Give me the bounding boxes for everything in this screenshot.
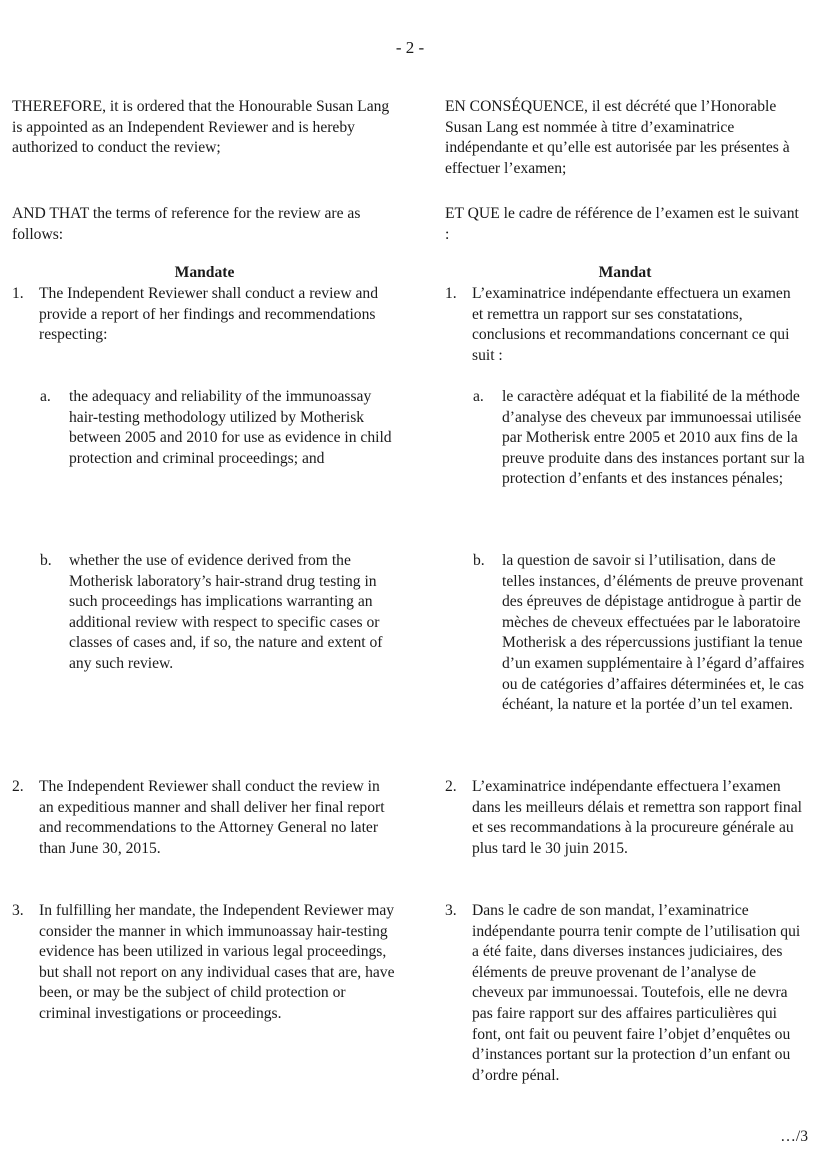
subitem-letter: b. <box>473 552 485 569</box>
page-number: - 2 - <box>395 38 425 57</box>
english-column <box>12 0 397 1169</box>
english-therefore-clause: THEREFORE, it is ordered that the Honourable Susan Lang is appointed as an Independent Reviewer and is hereby authorized to conduct the review; <box>12 98 390 157</box>
subitem-text: le caractère adéquat et la fiabilité de la méthode d’analyse des cheveux par immunoessai utilisée par Motherisk entre 2005 et 2010 aux fins de la preuve produite dans des instances portant sur la protection d’enfants et des instances pénales; <box>502 388 805 488</box>
english-item-2 <box>12 777 397 859</box>
english-mandate-heading: Mandate <box>174 264 235 281</box>
french-item-3 <box>445 901 805 1086</box>
item-number: 3. <box>445 902 457 919</box>
item-text: The Independent Reviewer shall conduct the review in an expeditious manner and shall deliver her final report and recommendations to the Attorney General no later than June 30, 2015. <box>39 778 385 857</box>
english-subitem-b <box>40 551 397 675</box>
subitem-letter: a. <box>473 388 484 405</box>
french-subitem-b <box>473 551 805 716</box>
english-item-3 <box>12 901 397 1025</box>
french-subitem-a <box>473 387 805 490</box>
item-text: L’examinatrice indépendante effectuera un examen et remettra un rapport sur ses constatations, conclusions et recommandations concernant ce qui suit : <box>472 285 791 364</box>
french-item-2 <box>445 777 805 859</box>
subitem-text: whether the use of evidence derived from the Motherisk laboratory’s hair-strand drug testing in such proceedings has implications warranting an additional review with respect to specific cases or classes of cases and, if so, the nature and extent of any such review. <box>69 552 383 672</box>
page-continuation-marker: …/3 <box>780 1128 808 1145</box>
english-item-1 <box>12 284 397 346</box>
french-terms-intro: ET QUE le cadre de référence de l’examen est le suivant : <box>445 205 799 243</box>
english-subitem-a <box>40 387 397 469</box>
french-mandate-heading: Mandat <box>598 264 652 281</box>
english-terms-intro: AND THAT the terms of reference for the review are as follows: <box>12 205 361 243</box>
subitem-text: the adequacy and reliability of the immunoassay hair-testing methodology utilized by Motherisk between 2005 and 2010 for use as evidence in child protection and criminal proceedings; and <box>69 388 392 467</box>
item-text: The Independent Reviewer shall conduct a review and provide a report of her findings and recommendations respecting: <box>39 285 379 344</box>
item-number: 1. <box>445 285 457 302</box>
item-number: 2. <box>12 778 24 795</box>
subitem-letter: a. <box>40 388 51 405</box>
french-therefore-clause: EN CONSÉQUENCE, il est décrété que l’Honorable Susan Lang est nommée à titre d’examinatrice indépendante et qu’elle est autorisée par les présentes à effectuer l’examen; <box>445 98 790 177</box>
french-column <box>445 0 805 1169</box>
subitem-letter: b. <box>40 552 52 569</box>
item-number: 1. <box>12 285 24 302</box>
french-item-1 <box>445 284 805 366</box>
item-number: 2. <box>445 778 457 795</box>
subitem-text: la question de savoir si l’utilisation, dans de telles instances, d’éléments de preuve provenant des épreuves de dépistage antidrogue à partir de mèches de cheveux effectuées par le laboratoire Motherisk a des répercussions justifiant la tenue d’un examen supplémentaire à l’égard d’affaires ou de catégories d’affaires déterminées et, le cas échéant, la nature et la portée d’un tel examen. <box>502 552 805 714</box>
item-text: In fulfilling her mandate, the Independent Reviewer may consider the manner in which immunoassay hair-testing evidence has been utilized in various legal proceedings, but shall not report on any individual cases that are, have been, or may be the subject of child protection or criminal investigations or proceedings. <box>39 902 395 1022</box>
item-text: Dans le cadre de son mandat, l’examinatrice indépendante pourra tenir compte de l’utilisation qui a été faite, dans diverses instances judiciaires, des éléments de preuve provenant de l’analyse de cheveux par immunoessai. Toutefois, elle ne devra pas faire rapport sur des affaires particulières qui font, ont fait ou peuvent faire l’objet d’enquêtes ou d’instances portant sur la protection d’un enfant ou d’ordre pénal. <box>472 902 801 1084</box>
item-number: 3. <box>12 902 24 919</box>
item-text: L’examinatrice indépendante effectuera l’examen dans les meilleurs délais et remettra son rapport final et ses recommandations à la procureure générale au plus tard le 30 juin 2015. <box>472 778 802 857</box>
